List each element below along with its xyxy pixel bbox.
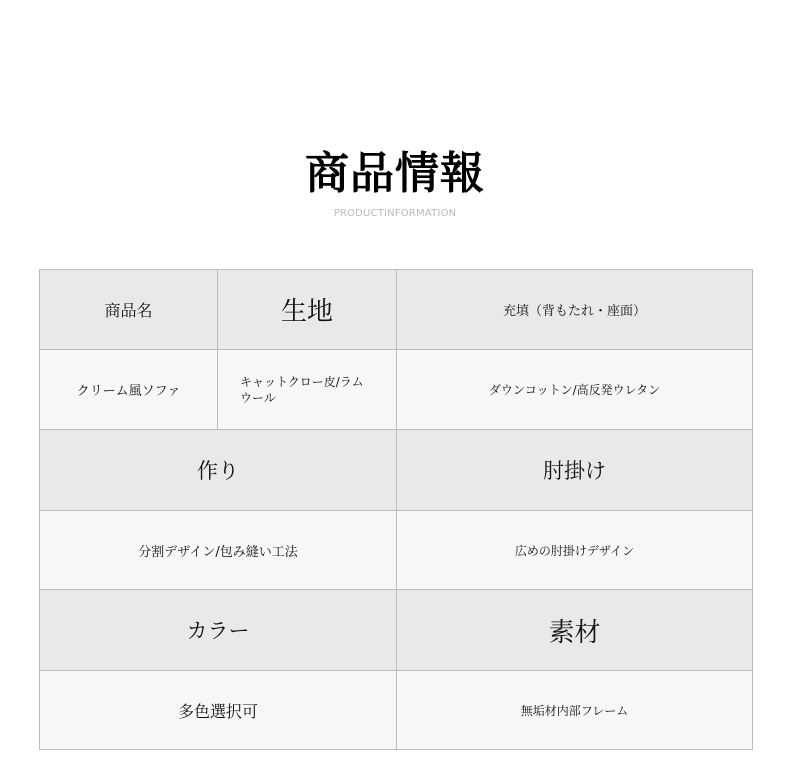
- header-color: カラー: [40, 590, 397, 671]
- header-construction: 作り: [40, 430, 397, 511]
- value-construction: 分割デザイン/包み縫い工法: [40, 511, 397, 590]
- header-armrest: 肘掛け: [397, 430, 753, 511]
- value-color: 多色選択可: [40, 671, 397, 750]
- product-info-table: [39, 269, 753, 750]
- header-filling: 充填（背もたれ・座面）: [397, 270, 753, 350]
- header-fabric: 生地: [218, 270, 397, 350]
- value-armrest: 広めの肘掛けデザイン: [397, 511, 753, 590]
- header-product-name: 商品名: [40, 270, 218, 350]
- value-product-name: クリーム風ソファ: [40, 350, 218, 430]
- page-subtitle: PRODUCTINFORMATION: [333, 208, 457, 219]
- value-filling: ダウンコットン/高反発ウレタン: [397, 350, 753, 430]
- header-material: 素材: [397, 590, 753, 671]
- value-material: 無垢材内部フレーム: [397, 671, 753, 750]
- page-title: 商品情報: [305, 148, 485, 199]
- value-fabric: キャットクロー皮/ラムウール: [218, 350, 397, 430]
